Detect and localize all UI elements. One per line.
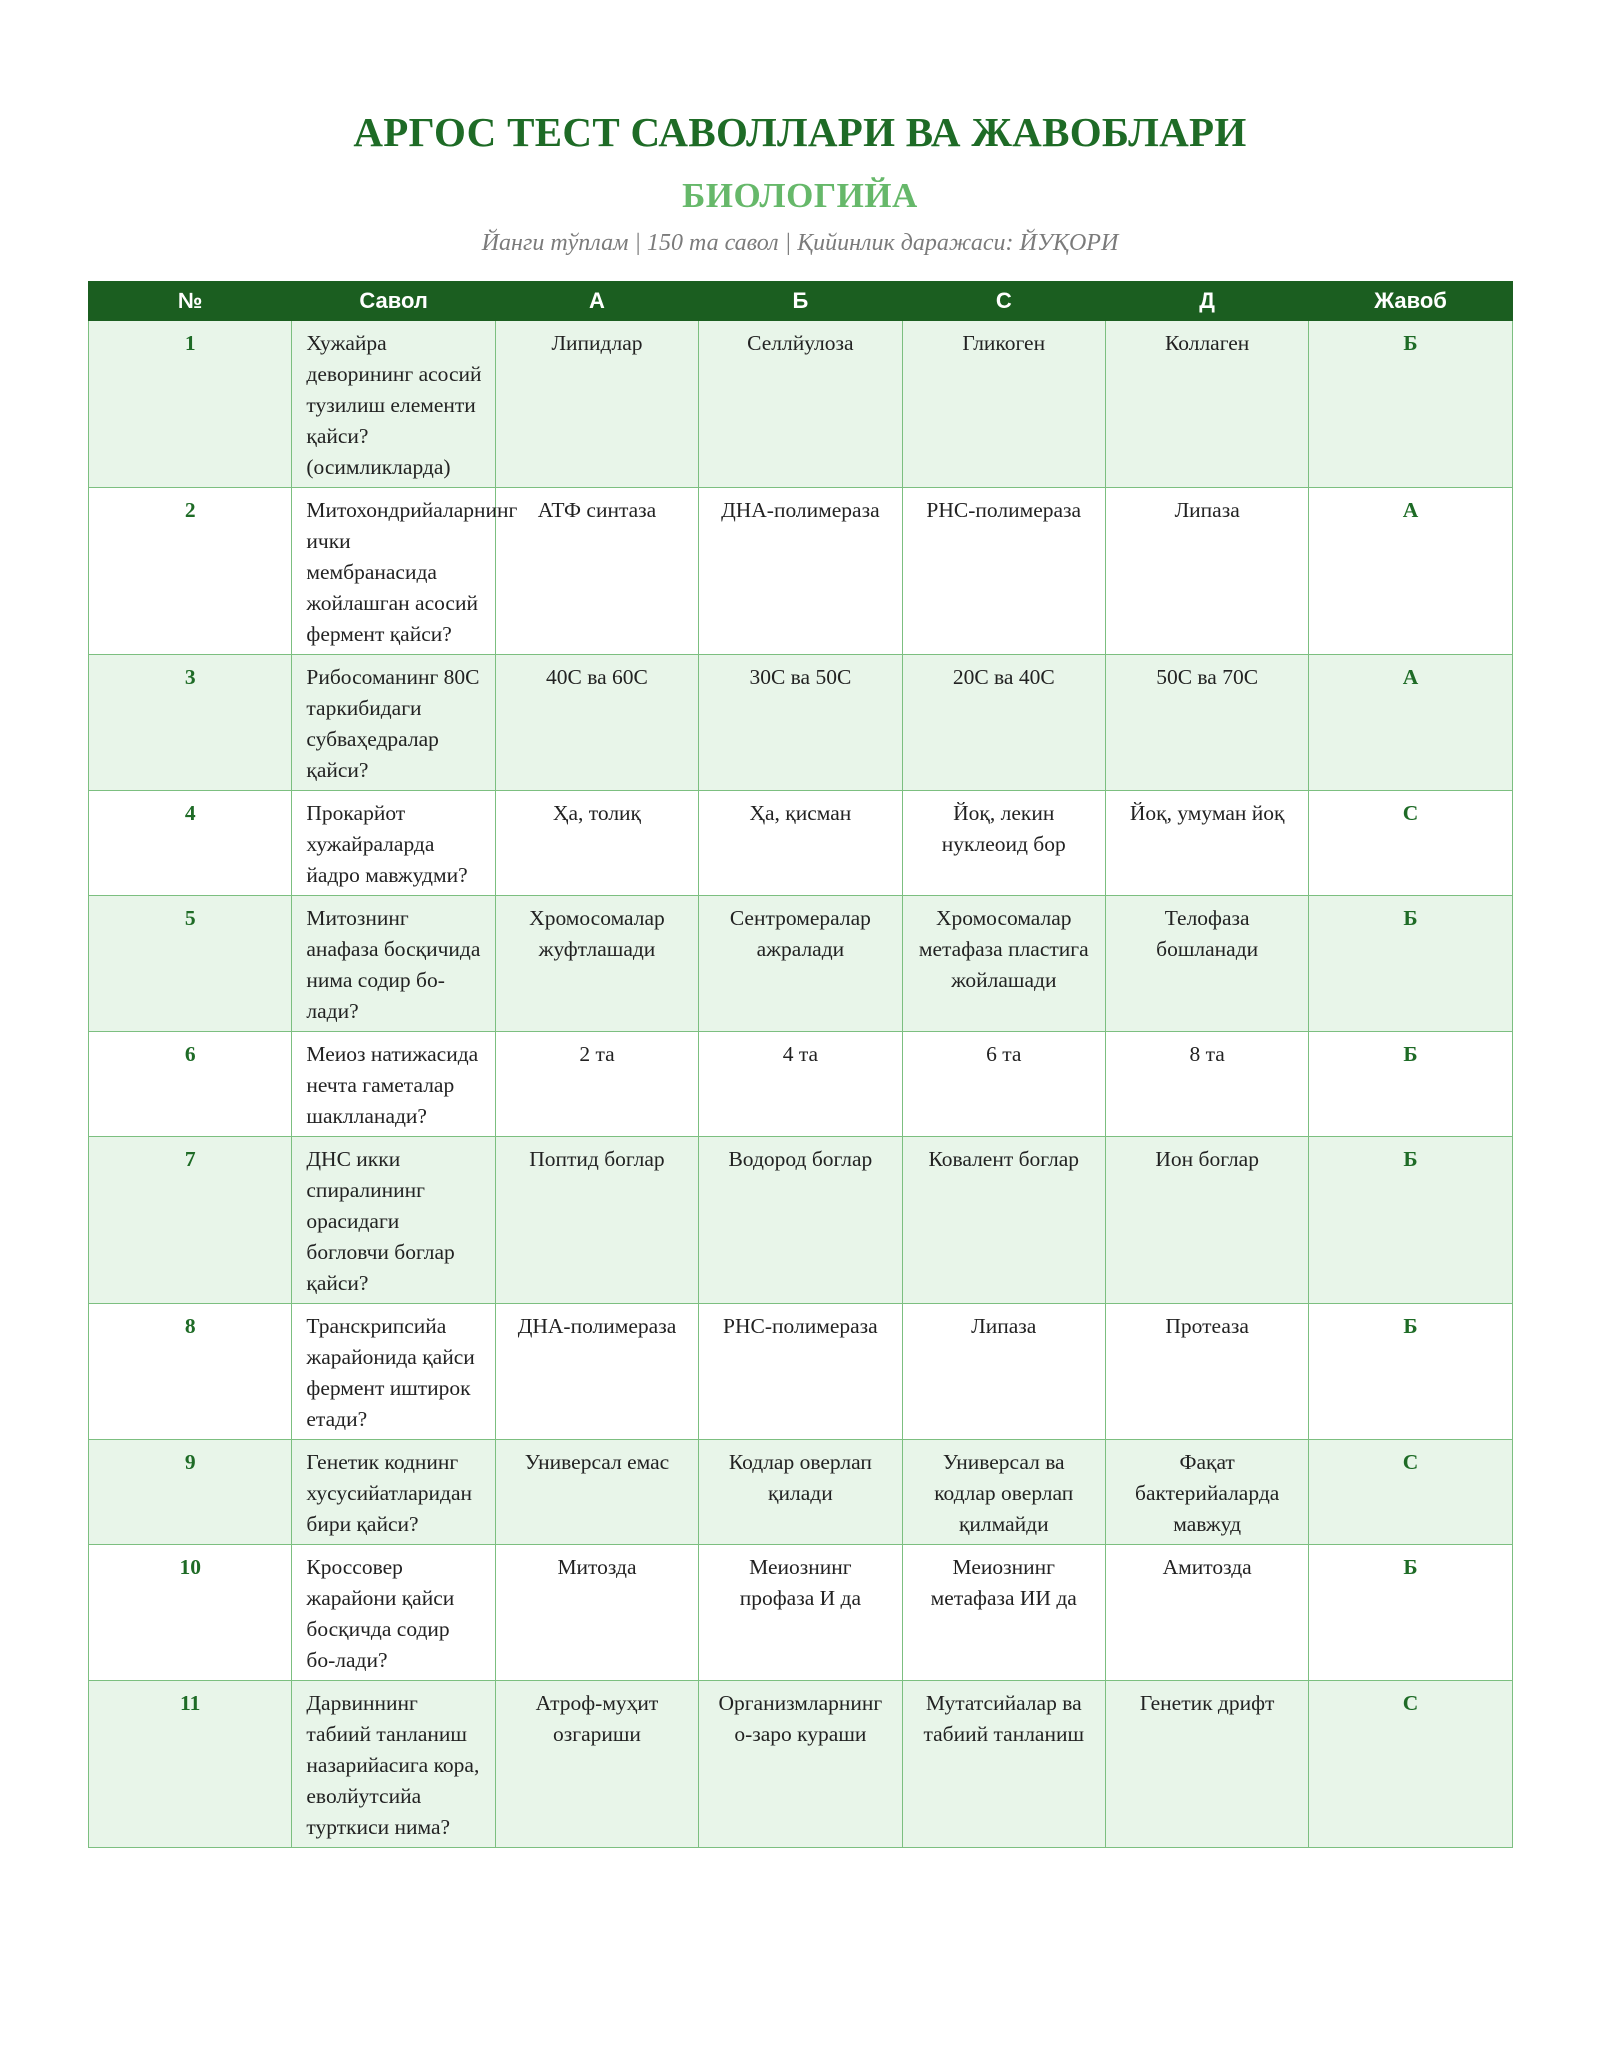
table-header-row <box>89 282 1513 321</box>
option-a: 2 та <box>495 1032 698 1137</box>
table-row <box>89 1681 1513 1848</box>
option-a: Липидлар <box>495 321 698 488</box>
question-text: Хужайра деворининг асосий тузилиш елементи қайси? (осимликларда) <box>292 321 495 488</box>
question-text: Митознинг анафаза босқичида нима содир бо-лади? <box>292 896 495 1032</box>
question-number: 10 <box>89 1545 292 1681</box>
question-text: Митохондрийаларнинг ички мембранасида жойлашган асосий фермент қайси? <box>292 488 495 655</box>
option-c: Липаза <box>902 1304 1105 1440</box>
option-c: Меиознинг метафаза ИИ да <box>902 1545 1105 1681</box>
option-b: 4 та <box>699 1032 902 1137</box>
question-number: 9 <box>89 1440 292 1545</box>
table-body <box>89 321 1513 1848</box>
option-d: Ион боглар <box>1105 1137 1308 1304</box>
option-c: 20С ва 40С <box>902 655 1105 791</box>
table-row <box>89 1440 1513 1545</box>
question-text: Транскрипсийа жарайонида қайси фермент иштирок етади? <box>292 1304 495 1440</box>
question-number: 3 <box>89 655 292 791</box>
header-option-d: Д <box>1105 282 1308 321</box>
table-row <box>89 655 1513 791</box>
option-c: РНС-полимераза <box>902 488 1105 655</box>
option-b: Селлйулоза <box>699 321 902 488</box>
option-c: Универсал ва кодлар оверлап қилмайди <box>902 1440 1105 1545</box>
option-c: Ковалент боглар <box>902 1137 1105 1304</box>
table-row <box>89 896 1513 1032</box>
option-d: Коллаген <box>1105 321 1308 488</box>
subject-title: БИОЛОГИЙА <box>682 176 918 215</box>
correct-answer: Б <box>1309 1137 1512 1304</box>
option-a: Атроф-муҳит озгариши <box>495 1681 698 1848</box>
header-answer: Жавоб <box>1309 282 1512 321</box>
option-d: 50С ва 70С <box>1105 655 1308 791</box>
correct-answer: Б <box>1309 1545 1512 1681</box>
option-a: АТФ синтаза <box>495 488 698 655</box>
option-a: Митозда <box>495 1545 698 1681</box>
option-b: Организмларнинг о-заро кураши <box>699 1681 902 1848</box>
correct-answer: С <box>1309 1440 1512 1545</box>
header-number: № <box>89 282 292 321</box>
option-b: Сентромералар ажралади <box>699 896 902 1032</box>
option-b: ДНА-полимераза <box>699 488 902 655</box>
option-a: Универсал емас <box>495 1440 698 1545</box>
header-option-a: А <box>495 282 698 321</box>
header-option-c: С <box>902 282 1105 321</box>
collection-meta: Йанги тўплам | 150 та савол | Қийинлик даражаси: ЙУҚОРИ <box>481 230 1119 256</box>
correct-answer: А <box>1309 655 1512 791</box>
correct-answer: Б <box>1309 896 1512 1032</box>
option-d: Амитозда <box>1105 1545 1308 1681</box>
header-option-b: Б <box>699 282 902 321</box>
questions-table <box>88 281 1513 1848</box>
option-a: 40С ва 60С <box>495 655 698 791</box>
correct-answer: Б <box>1309 321 1512 488</box>
option-c: 6 та <box>902 1032 1105 1137</box>
question-number: 8 <box>89 1304 292 1440</box>
option-b: Водород боглар <box>699 1137 902 1304</box>
option-d: Йоқ, умуман йоқ <box>1105 791 1308 896</box>
question-number: 4 <box>89 791 292 896</box>
document-title: АРГОС ТЕСТ САВОЛЛАРИ ВА ЖАВОБЛАРИ <box>353 109 1247 155</box>
question-text: Генетик коднинг хусусийатларидан бири қайси? <box>292 1440 495 1545</box>
table-row <box>89 1545 1513 1681</box>
option-b: Кодлар оверлап қилади <box>699 1440 902 1545</box>
correct-answer: Б <box>1309 1304 1512 1440</box>
question-text: Меиоз натижасида нечта гаметалар шаклланади? <box>292 1032 495 1137</box>
option-a: Поптид боглар <box>495 1137 698 1304</box>
question-number: 6 <box>89 1032 292 1137</box>
option-d: Генетик дрифт <box>1105 1681 1308 1848</box>
table-row <box>89 1304 1513 1440</box>
option-b: 30С ва 50С <box>699 655 902 791</box>
option-d: Липаза <box>1105 488 1308 655</box>
correct-answer: А <box>1309 488 1512 655</box>
option-c: Гликоген <box>902 321 1105 488</box>
question-text: ДНС икки спиралининг орасидаги богловчи боглар қайси? <box>292 1137 495 1304</box>
option-a: Ҳа, толиқ <box>495 791 698 896</box>
option-b: Меиознинг профаза И да <box>699 1545 902 1681</box>
option-a: ДНА-полимераза <box>495 1304 698 1440</box>
table-row <box>89 791 1513 896</box>
table-row <box>89 1032 1513 1137</box>
correct-answer: Б <box>1309 1032 1512 1137</box>
question-text: Кроссовер жарайони қайси босқичда содир бо-лади? <box>292 1545 495 1681</box>
option-a: Хромосомалар жуфтлашади <box>495 896 698 1032</box>
question-number: 11 <box>89 1681 292 1848</box>
option-d: Телофаза бошланади <box>1105 896 1308 1032</box>
question-number: 7 <box>89 1137 292 1304</box>
table-row <box>89 1137 1513 1304</box>
table-row <box>89 488 1513 655</box>
correct-answer: С <box>1309 1681 1512 1848</box>
header-question: Савол <box>292 282 495 321</box>
question-number: 1 <box>89 321 292 488</box>
question-text: Рибосоманинг 80С таркибидаги субваҳедралар қайси? <box>292 655 495 791</box>
correct-answer: С <box>1309 791 1512 896</box>
question-number: 5 <box>89 896 292 1032</box>
option-b: Ҳа, қисман <box>699 791 902 896</box>
option-c: Мутатсийалар ва табиий танланиш <box>902 1681 1105 1848</box>
question-number: 2 <box>89 488 292 655</box>
option-d: Фақат бактерийаларда мавжуд <box>1105 1440 1308 1545</box>
question-text: Прокарйот хужайраларда йадро мавжудми? <box>292 791 495 896</box>
option-d: 8 та <box>1105 1032 1308 1137</box>
option-c: Хромосомалар метафаза пластига жойлашади <box>902 896 1105 1032</box>
option-d: Протеаза <box>1105 1304 1308 1440</box>
table-row <box>89 321 1513 488</box>
option-b: РНС-полимераза <box>699 1304 902 1440</box>
option-c: Йоқ, лекин нуклеоид бор <box>902 791 1105 896</box>
question-text: Дарвиннинг табиий танланиш назарийасига кора, еволйутсийа турткиси нима? <box>292 1681 495 1848</box>
